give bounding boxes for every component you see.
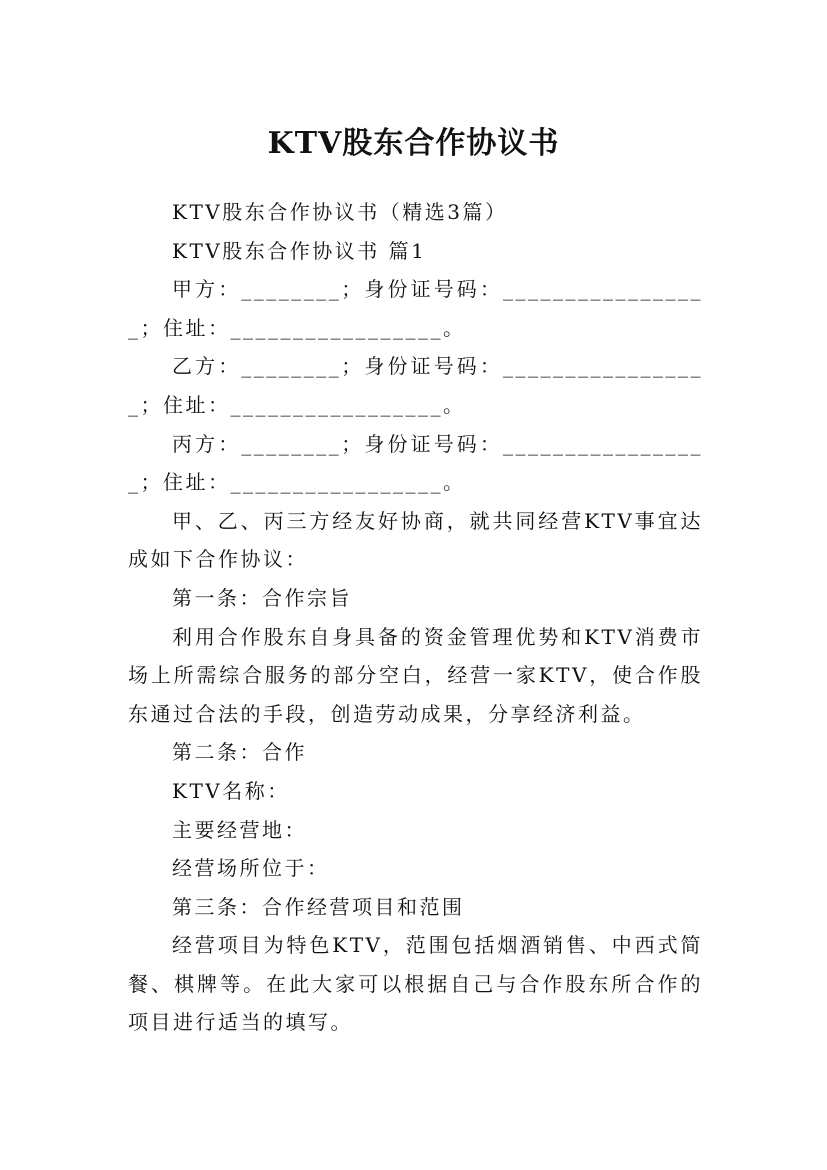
paragraph-article-1-heading: 第一条：合作宗旨 — [172, 585, 352, 610]
document-body — [128, 193, 703, 1042]
paragraph-subtitle: KTV股东合作协议书（精选3篇） — [172, 200, 508, 224]
paragraph-article-3-heading: 第三条：合作经营项目和范围 — [172, 894, 465, 919]
paragraph-preamble: 甲、乙、丙三方经友好协商，就共同经营KTV事宜达成如下合作协议： — [128, 508, 703, 572]
paragraph-main-location: 主要经营地： — [172, 817, 307, 842]
paragraph-section-heading: KTV股东合作协议书 篇1 — [172, 238, 427, 263]
document-title: KTV股东合作协议书 — [267, 126, 560, 162]
paragraph-article-2-heading: 第二条：合作 — [172, 740, 307, 765]
paragraph-article-3-body: 经营项目为特色KTV，范围包括烟酒销售、中西式简餐、棋牌等。在此大家可以根据自己与合作股东所合作的项目进行适当的填写。 — [128, 933, 703, 1035]
paragraph-ktv-name: KTV名称： — [172, 778, 290, 803]
paragraph-party-b: 乙方：________；身份证号码：_________________；住址：_________________。 — [128, 354, 703, 417]
paragraph-party-c: 丙方：________；身份证号码：_________________；住址：_________________。 — [128, 431, 703, 495]
paragraph-party-a: 甲方：________；身份证号码：_________________；住址：_________________。 — [128, 277, 703, 340]
paragraph-article-1-body: 利用合作股东自身具备的资金管理优势和KTV消费市场上所需综合服务的部分空白，经营一家KTV，使合作股东通过合法的手段，创造劳动成果，分享经济利益。 — [128, 624, 703, 726]
paragraph-premises: 经营场所位于： — [172, 856, 330, 881]
